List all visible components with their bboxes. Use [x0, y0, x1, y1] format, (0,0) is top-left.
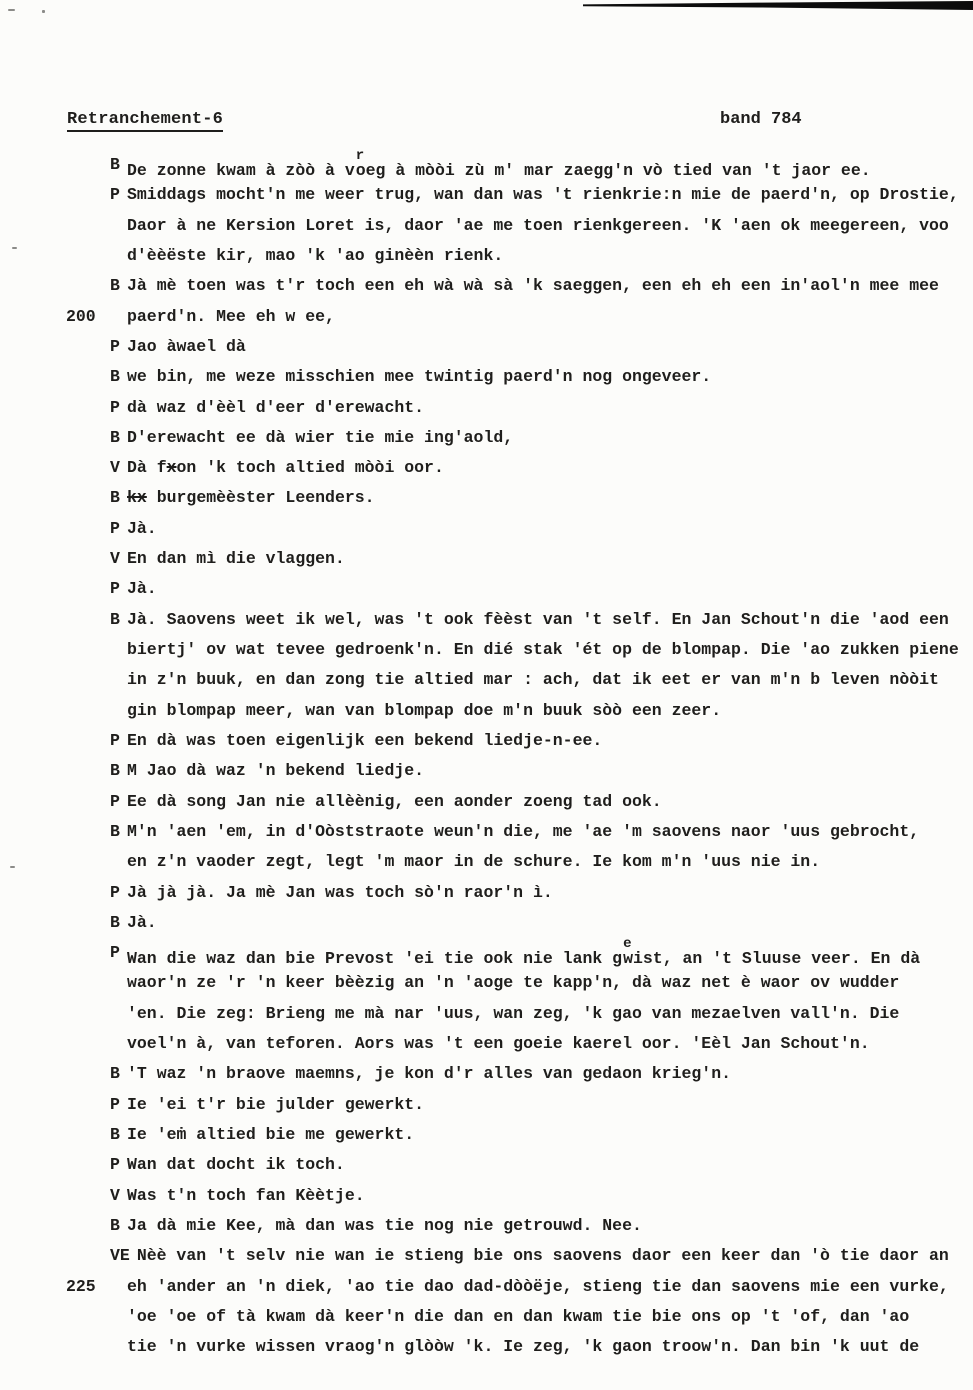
page-header [0, 110, 973, 136]
line-text: gin blompap meer, wan van blompap doe m'n buuk sòò een zeer. [127, 700, 722, 720]
speaker-label: P [110, 791, 120, 811]
line-number: 200 [66, 306, 96, 326]
speaker-label: B [110, 427, 120, 447]
line-text: waor'n ze 'r 'n keer bèèzig an 'n 'aoge te kapp'n, dà waz net è waor ov wudder [127, 973, 900, 993]
line-text: biertj' ov wat tevee gedroenk'n. En dié stak 'ét op de blompap. Die 'ao zukken piene [127, 640, 959, 659]
line-text: Jà. [127, 912, 157, 932]
transcript-line [0, 1120, 973, 1150]
transcript-line [0, 362, 973, 392]
transcript-line [0, 908, 973, 938]
speaker-label: B [110, 821, 120, 841]
scan-speck [42, 10, 45, 13]
line-text: d'èèëste kir, mao 'k 'ao ginèèn rienk. [127, 245, 504, 265]
line-text: tie 'n vurke wissen vraog'n glòòw 'k. Ie zeg, 'k gaon troow'n. Dan bin 'k uut de [127, 1337, 920, 1357]
transcript-line [0, 635, 973, 665]
transcript-line [0, 302, 973, 332]
line-text: paerd'n. Mee eh w ee, [127, 306, 335, 326]
speaker-label: P [110, 579, 120, 599]
speaker-label: B [110, 155, 120, 174]
transcript-line [0, 1211, 973, 1241]
speaker-label: P [110, 397, 120, 417]
line-text: Wan die waz dan bie Prevost 'ei tie ook nie lank $g^ewist$, an 't Sluuse veer. En dà [127, 936, 921, 968]
speaker-label: B [110, 1125, 120, 1144]
speaker-label: P [110, 1155, 120, 1175]
line-text: En dà was toen eigenlijk een bekend liedje-n-ee. [127, 730, 603, 750]
transcript [0, 150, 973, 1363]
transcript-line [0, 180, 973, 210]
transcript-line [0, 150, 973, 180]
line-text: Was t'n toch fan Kèètje. [127, 1185, 365, 1205]
transcript-line [0, 1302, 973, 1332]
line-text: voel'n à, van teforen. Aors was 't een goeie kaerel oor. 'Eèl Jan Schout'n. [127, 1034, 870, 1054]
line-text: en z'n vaoder zegt, legt 'm maor in de schure. Ie kom m'n 'uus nie in. [127, 852, 821, 872]
transcript-line [0, 878, 973, 908]
line-text: Jà. [127, 518, 157, 538]
line-text: we bin, me weze misschien mee twintig paerd'n nog ongeveer. [127, 367, 712, 387]
scan-speck [8, 9, 15, 11]
line-text: Dà fxon 'k toch altied mòòi oor. [127, 458, 444, 478]
transcript-line [0, 847, 973, 877]
transcript-line [0, 1332, 973, 1362]
line-text: Jà jà jà. Ja mè Jan was toch sò'n raor'n ì. [127, 882, 553, 902]
line-text: Ja dà mie Kee, mà dan was tie nog nie getrouwd. Nee. [127, 1215, 642, 1235]
speaker-label: B [110, 609, 120, 629]
transcript-line [0, 423, 973, 453]
transcript-line [0, 1150, 973, 1180]
line-text: Ie 'ei t'r bie julder gewerkt. [127, 1094, 425, 1114]
transcript-line [0, 211, 973, 241]
line-text: Ie 'eṁ altied bie me gewerkt. [127, 1125, 415, 1144]
speaker-label: P [110, 185, 120, 205]
transcript-line [0, 1059, 973, 1089]
line-text: Nèè van 't selv nie wan ie stieng bie ons saovens daor een keer dan 'ò tie daor an [136, 1246, 949, 1266]
line-text: kx burgemèèster Leenders. [127, 488, 375, 508]
transcript-line [0, 1181, 973, 1211]
transcript-line [0, 1090, 973, 1120]
speaker-label: VE [110, 1246, 130, 1266]
speaker-label: V [110, 549, 120, 569]
line-text: En dan mì die vlaggen. [127, 549, 345, 569]
transcript-line [0, 544, 973, 574]
line-number: 225 [66, 1276, 96, 1296]
speaker-label: B [110, 761, 120, 781]
transcript-line [0, 999, 973, 1029]
speaker-label: B [110, 1064, 120, 1084]
transcript-line [0, 726, 973, 756]
speaker-label: B [110, 367, 120, 387]
line-text: M Jao dà waz 'n bekend liedje. [127, 761, 425, 781]
speaker-label: B [110, 1215, 120, 1235]
transcript-line [0, 241, 973, 271]
transcript-line [0, 514, 973, 544]
speaker-label: P [110, 882, 120, 902]
transcript-line [0, 696, 973, 726]
speaker-label: B [110, 912, 120, 932]
line-text: Ee dà song Jan nie allèènig, een aonder zoeng tad ook. [127, 791, 662, 811]
line-text: 'en. Die zeg: Brieng me mà nar 'uus, wan zeg, 'k gao van mezaelven vall'n. Die [127, 1003, 900, 1023]
line-text: Smiddags mocht'n me weer trug, wan dan was 't rienkrie:n mie de paerd'n, op Drostie, [127, 185, 959, 205]
speaker-label: B [110, 276, 120, 296]
line-text: Daor à ne Kersion Loret is, daor 'ae me toen rienkgereen. 'K 'aen ok meegereen, voo [127, 215, 949, 235]
transcript-line [0, 483, 973, 513]
transcript-line [0, 817, 973, 847]
transcript-line [0, 271, 973, 301]
transcript-line [0, 1272, 973, 1302]
line-text: De zonne kwam à zòò à $v^roeg$ à mòòi zù m' mar zaegg'n vò tied van 't jaor ee. [127, 148, 871, 180]
transcript-line [0, 787, 973, 817]
speaker-label: B [110, 488, 120, 508]
line-text: Jà. Saovens weet ik wel, was 't ook fèèst van 't self. En Jan Schout'n die 'aod een [127, 609, 949, 629]
transcript-line [0, 574, 973, 604]
line-text: Jà. [127, 579, 157, 599]
line-text: Jao àwael dà [127, 336, 246, 356]
speaker-label: V [110, 1185, 120, 1205]
transcript-line [0, 1029, 973, 1059]
line-text: D'erewacht ee dà wier tie mie ing'aold, [127, 427, 514, 447]
line-text: 'T waz 'n braove maemns, je kon d'r alles van gedaon krieg'n. [127, 1064, 731, 1084]
transcript-line [0, 332, 973, 362]
transcript-line [0, 453, 973, 483]
transcript-line [0, 938, 973, 968]
speaker-label: P [110, 518, 120, 538]
page-title: Retranchement-6 [67, 110, 223, 132]
speaker-label: V [110, 458, 120, 478]
line-text: M'n 'aen 'em, in d'Oòststraote weun'n die, me 'ae 'm saovens naor 'uus gebrocht, [127, 821, 920, 841]
speaker-label: P [110, 730, 120, 750]
line-text: dà waz d'èèl d'eer d'erewacht. [127, 397, 425, 417]
line-text: 'oe 'oe of tà kwam dà keer'n die dan en dan kwam tie bie ons op 't 'of, dan 'ao [127, 1306, 910, 1326]
transcript-line [0, 393, 973, 423]
line-text: Wan dat docht ik toch. [127, 1155, 345, 1175]
line-text: in z'n buuk, en dan zong tie altied mar : ach, dat ik eet er van m'n b leven nòòit [127, 670, 939, 690]
speaker-label: P [110, 943, 120, 963]
speaker-label: P [110, 1094, 120, 1114]
transcript-line [0, 968, 973, 998]
band-label: band 784 [720, 110, 802, 129]
transcript-line [0, 1241, 973, 1271]
transcript-line [0, 756, 973, 786]
line-text: eh 'ander an 'n diek, 'ao tie dao dad-dòòëje, stieng tie dan saovens mie een vurke, [127, 1276, 949, 1296]
transcript-line [0, 605, 973, 635]
transcript-line [0, 665, 973, 695]
line-text: Jà mè toen was t'r toch een eh wà wà sà 'k saeggen, een eh eh een in'aol'n mee mee [127, 276, 939, 296]
speaker-label: P [110, 336, 120, 356]
scan-artifact-line [583, 1, 973, 10]
